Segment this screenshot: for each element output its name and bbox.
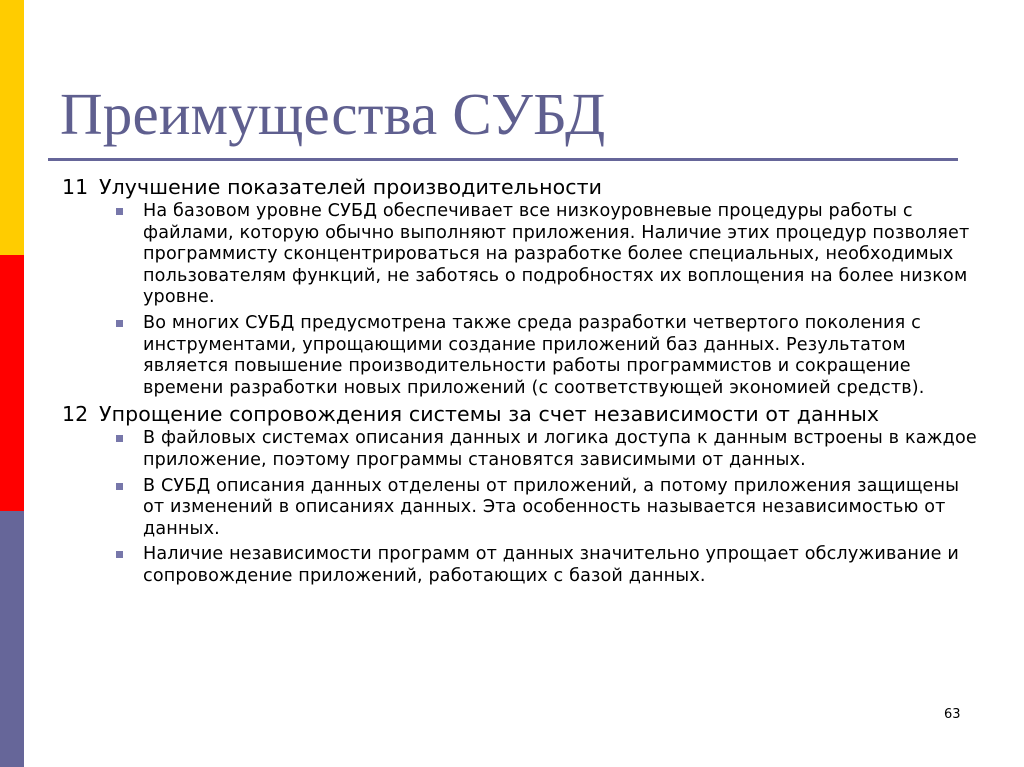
section-heading [62, 176, 982, 199]
list-item [62, 313, 982, 399]
section-heading [62, 403, 982, 426]
page-number: 63 [944, 707, 961, 722]
list-item [62, 201, 982, 309]
section-11 [62, 176, 982, 399]
section-heading-text: Улучшение показателей производительности [99, 175, 603, 199]
square-bullet-icon [116, 551, 123, 558]
slide-title: Преимущества СУБД [60, 81, 606, 147]
accent-stripe-slate [0, 511, 24, 767]
section-number: 11 [62, 175, 89, 199]
list-item [62, 428, 982, 471]
bullet-text: Наличие независимости программ от данных значительно упрощает обслуживание и сопровождение приложений, работающих с базой данных. [143, 544, 959, 586]
list-item [62, 544, 982, 587]
section-heading-text: Упрощение сопровождения системы за счет независимости от данных [99, 402, 880, 427]
bullet-list [62, 428, 982, 587]
square-bullet-icon [116, 483, 123, 490]
bullet-text: В СУБД описания данных отделены от приложений, а потому приложения защищены от изменений в описаниях данных. Эта особенность называется независимостью от данных. [143, 475, 960, 539]
square-bullet-icon [116, 208, 123, 215]
section-12 [62, 403, 982, 587]
bullet-list [62, 201, 982, 399]
square-bullet-icon [116, 435, 123, 442]
title-divider [48, 158, 958, 161]
bullet-text: Во многих СУБД предусмотрена также среда разработки четвертого поколения с инструментами, упрощающими создание приложений баз данных. Результатом является повышение производительности работы программистов и сокращение времени разработки новых приложений (с соответствующей экономией средств). [143, 312, 925, 398]
accent-stripe-yellow [0, 0, 24, 255]
accent-stripe-red [0, 255, 24, 511]
square-bullet-icon [116, 320, 123, 327]
bullet-text: На базовом уровне СУБД обеспечивает все низкоуровневые процедуры работы с файлами, которую обычно выполняют приложения. Наличие этих процедур позволяет программисту сконцентрироваться на разработке более специальных, необходимых пользователям функций, не заботясь о подробностях их воплощения на более низком уровне. [143, 201, 970, 308]
bullet-text: В файловых системах описания данных и логика доступа к данным встроены в каждое приложение, поэтому программы становятся зависимыми от данных. [143, 428, 977, 470]
slide-body [62, 176, 982, 592]
list-item [62, 476, 982, 541]
section-number: 12 [62, 402, 89, 427]
